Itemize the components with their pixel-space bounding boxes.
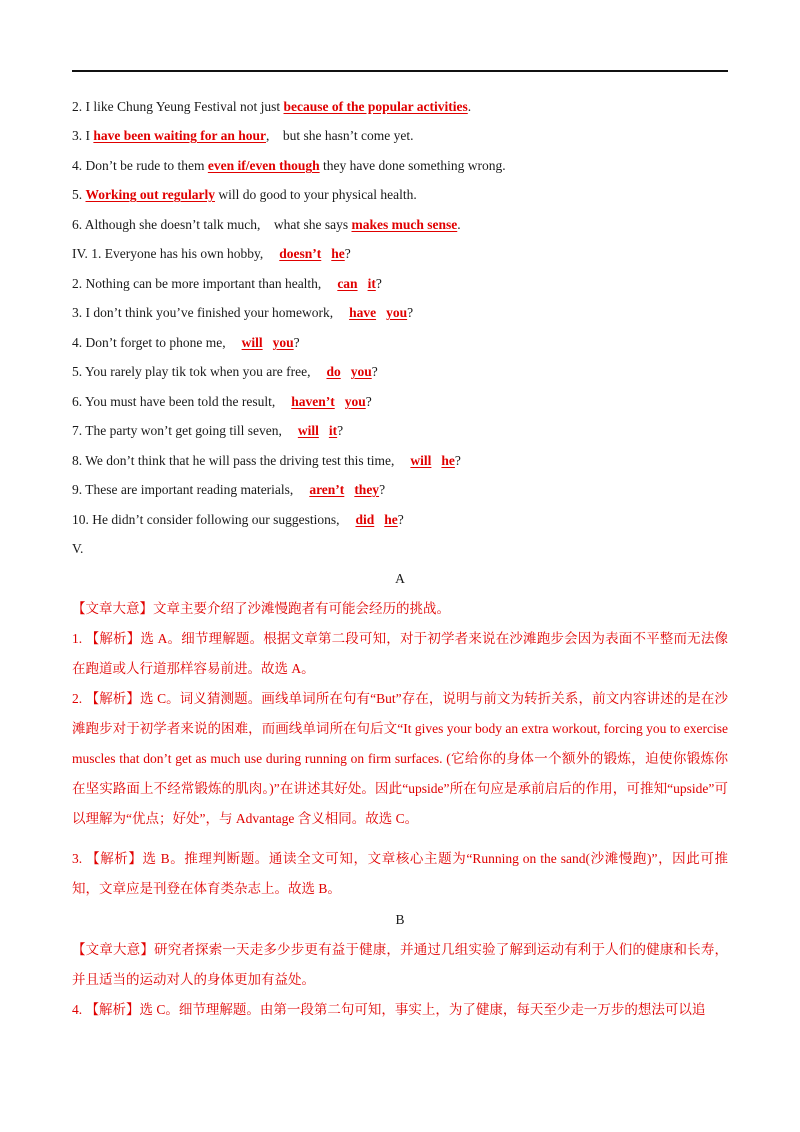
item-text: they have done something wrong. [319,158,506,173]
answer: have been waiting for an hour [93,128,267,143]
item-text: These are important reading materials, [85,482,294,497]
tag-question-item [72,303,728,323]
item-text: ? [397,512,404,527]
fill-blank-item [72,185,728,205]
answer: you [272,335,294,350]
item-number: 4. [72,158,83,173]
answer: he [441,453,455,468]
item-text: ? [454,453,461,468]
item-text: You must have been told the result, [85,394,276,409]
explanation-q1: 1. 【解析】选 A。细节理解题。根据文章第二段可知，对于初学者来说在沙滩跑步会因为表面不平整而无法像在跑道或人行道那样容易前进。故选 A。 [72,631,728,676]
item-text: The party won’t get going till seven, [85,423,282,438]
item-text: I like Chung Yeung Festival not just [85,99,284,114]
item-text: Everyone has his own hobby, [104,246,264,261]
item-text: I [85,128,94,143]
passage-heading: B [395,912,405,927]
item-number: 4. [72,335,83,350]
answer: haven’t [291,394,335,409]
fill-blank-item [72,97,728,117]
fill-blank-item [72,126,728,146]
item-number: 6. [72,217,83,232]
answer: because of the popular activities [283,99,468,114]
answer: you [344,394,366,409]
explanation-q3: 3. 【解析】选 B。推理判断题。通读全文可知，文章核心主题为“Running on the sand(沙滩慢跑)”，因此可推知，文章应是刊登在体育类杂志上。故选 B。 [72,851,728,896]
answer: you [386,305,408,320]
item-number: 7. [72,423,83,438]
passage-heading: A [395,571,405,586]
fill-blank-item [72,215,728,235]
item-number: 9. [72,482,83,497]
item-text: , but she hasn’t come yet. [266,128,414,143]
item-text: . [457,217,461,232]
answer: Working out regularly [85,187,216,202]
item-text: ? [375,276,382,291]
answer: will [241,335,263,350]
item-text: ? [344,246,351,261]
item-text: ? [379,482,386,497]
item-text: You rarely play tik tok when you are free, [85,364,311,379]
tag-question-item [72,244,728,264]
item-text: I don’t think you’ve finished your homework, [85,305,334,320]
item-number: 3. [72,305,83,320]
answer: do [326,364,341,379]
item-text: ? [371,364,378,379]
item-text: . [467,99,472,114]
answer: makes much sense [351,217,458,232]
answer: you [350,364,372,379]
item-text: ? [293,335,300,350]
section-label: V. [72,541,84,556]
item-number: 10. [72,512,89,527]
answer: he [331,246,345,261]
answer: can [337,276,358,291]
explanation-q4: 4. 【解析】选 C。细节理解题。由第一段第二句可知，事实上，为了健康，每天至少走一万步的想法可以追 [72,1002,706,1017]
answer: aren’t [309,482,345,497]
item-text: ? [337,423,344,438]
item-number: 5. [72,187,83,202]
tag-question-item [72,421,728,441]
tag-question-item [72,510,728,530]
item-text: ? [365,394,372,409]
item-text: Don’t forget to phone me, [85,335,226,350]
answer: they [354,482,380,497]
tag-question-item [72,362,728,382]
item-text: Although she doesn’t talk much, what she says [84,217,352,232]
item-text: will do good to your physical health. [215,187,417,202]
tag-question-item [72,451,728,471]
answer: will [410,453,432,468]
item-number: 5. [72,364,83,379]
tag-question-item [72,480,728,500]
answer: doesn’t [279,246,322,261]
item-number: 1. [91,246,102,261]
item-text: He didn’t consider following our suggestions, [92,512,340,527]
section-label: IV. [72,246,88,261]
answer: even if/even though [207,158,320,173]
answer: did [355,512,375,527]
item-number: 3. [72,128,83,143]
passage-summary: 【文章大意】研究者探索一天走多少步更有益于健康，并通过几组实验了解到运动有利于人们的健康和长寿，并且适当的运动对人的身体更加有益处。 [72,942,728,987]
passage-summary: 【文章大意】文章主要介绍了沙滩慢跑者有可能会经历的挑战。 [72,601,450,616]
answer: it [367,276,376,291]
answer: have [349,305,377,320]
item-text: Nothing can be more important than health, [85,276,322,291]
fill-blank-item [72,156,728,176]
item-text: We don’t think that he will pass the driving test this time, [85,453,395,468]
answer: he [384,512,398,527]
answer: it [328,423,338,438]
answer: will [297,423,319,438]
tag-question-item [72,333,728,353]
item-number: 8. [72,453,83,468]
tag-question-item [72,274,728,294]
item-text: Don’t be rude to them [85,158,208,173]
tag-question-item [72,392,728,412]
item-text: ? [407,305,414,320]
item-number: 6. [72,394,83,409]
top-rule [72,70,728,72]
item-number: 2. [72,276,83,291]
explanation-q2: 2. 【解析】选 C。词义猜测题。画线单词所在句有“But”存在，说明与前文为转折关系，前文内容讲述的是在沙滩跑步对于初学者来说的困难，而画线单词所在句后文“It gives your body an extra workout, forcing you to exercise muscles that don’t get as much use during running on firm surfaces. (它给你的身体一个额外的锻炼，迫使你锻炼你在坚实路面上不经常锻炼的肌肉。)”在讲述其好处。因此“upside”所在句应是承前启后的作用，可推知“upside”可以理解为“优点；好处”，与 Advantage 含义相同。故选 C。 [72,691,728,826]
item-number: 2. [72,99,83,114]
